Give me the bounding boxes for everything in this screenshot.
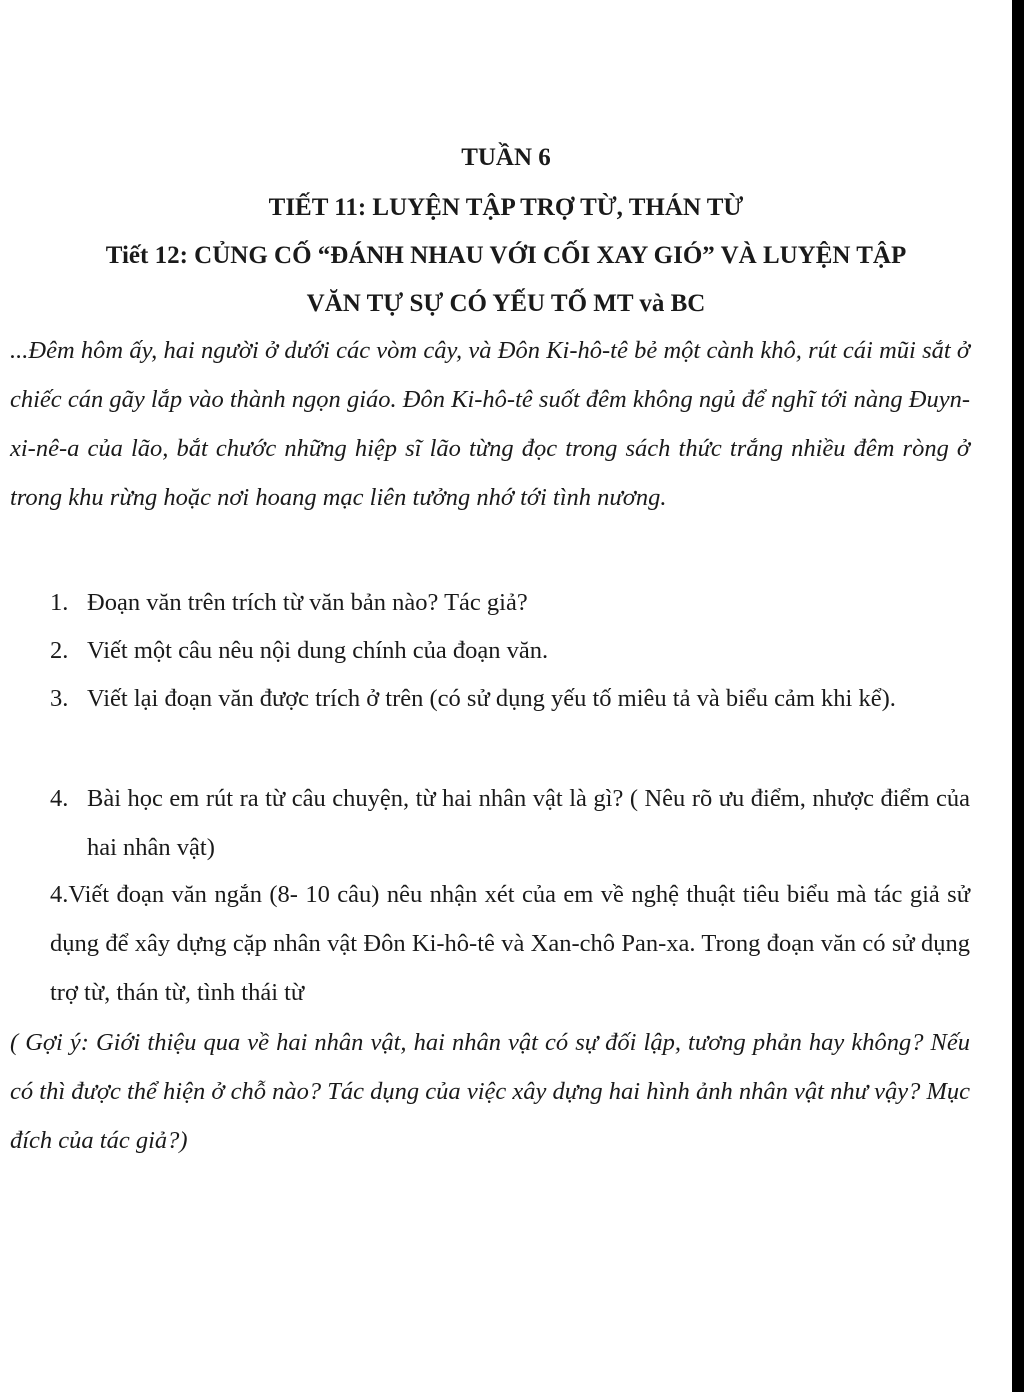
- lesson-12-title-line-1: Tiết 12: CỦNG CỐ “ĐÁNH NHAU VỚI CỐI XAY GIÓ” VÀ LUYỆN TẬP: [105, 242, 907, 269]
- excerpt-paragraph: ...Đêm hôm ấy, hai người ở dưới các vòm cây, và Đôn Ki-hô-tê bẻ một cành khô, rút cái mũi sắt ở chiếc cán gãy lắp vào thành ngọn giáo. Đôn Ki-hô-tê suốt đêm không ngủ để nghĩ tới nàng Đuyn-xi-nê-a của lão, bắt chước những hiệp sĩ lão từng đọc trong sách thức trắng nhiều đêm ròng ở trong khu rừng hoặc nơi hoang mạc liên tưởng nhớ tới tình nương.: [10, 337, 970, 511]
- question-text: Viết lại đoạn văn được trích ở trên (có sử dụng yếu tố miêu tả và biểu cảm khi kể).: [87, 685, 896, 712]
- question-text: Viết một câu nêu nội dung chính của đoạn văn.: [87, 637, 549, 664]
- question-4: [50, 774, 970, 872]
- question-text: Bài học em rút ra từ câu chuyện, từ hai nhân vật là gì? ( Nêu rõ ưu điểm, nhược điểm của hai nhân vật): [87, 785, 970, 861]
- week-title: TUẦN 6: [461, 144, 551, 171]
- question-text: Đoạn văn trên trích từ văn bản nào? Tác giả?: [87, 589, 528, 616]
- question-number: 4.: [50, 785, 69, 812]
- hint-paragraph: ( Gợi ý: Giới thiệu qua về hai nhân vật, hai nhân vật có sự đối lập, tương phản hay không? Nếu có thì được thể hiện ở chỗ nào? Tác dụng của việc xây dựng hai hình ảnh nhân vật như vậy? Mục đích của tác giả?): [10, 1029, 970, 1154]
- question-number: 2.: [50, 637, 69, 664]
- question-2: [50, 626, 970, 675]
- lesson-12-title-line-2: VĂN TỰ SỰ CÓ YẾU TỐ MT và BC: [306, 290, 706, 317]
- question-3: [50, 674, 970, 723]
- lesson-11-title: TIẾT 11: LUYỆN TẬP TRỢ TỪ, THÁN TỪ: [268, 194, 744, 221]
- question-number: 1.: [50, 589, 69, 616]
- question-number: 3.: [50, 685, 69, 712]
- writing-task: 4.Viết đoạn văn ngắn (8- 10 câu) nêu nhận xét của em về nghệ thuật tiêu biểu mà tác giả sử dụng để xây dựng cặp nhân vật Đôn Ki-hô-tê và Xan-chô Pan-xa. Trong đoạn văn có sử dụng trợ từ, thán từ, tình thái từ: [50, 881, 970, 1006]
- question-1: [50, 578, 970, 627]
